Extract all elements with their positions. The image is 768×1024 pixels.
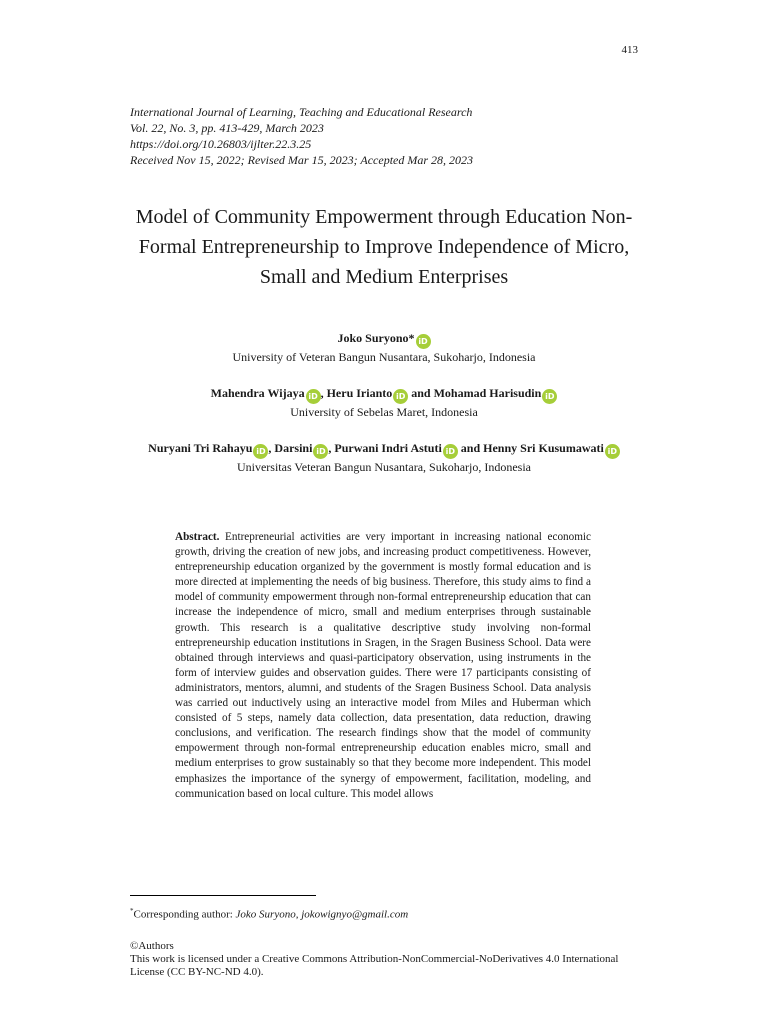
- author-name: Mohamad Harisudin: [433, 386, 542, 400]
- author-name: Purwani Indri Astuti: [334, 441, 442, 455]
- journal-volume: Vol. 22, No. 3, pp. 413-429, March 2023: [130, 121, 324, 135]
- author-separator: and: [408, 386, 434, 400]
- author-separator: ,: [268, 441, 275, 455]
- orcid-icon[interactable]: iD: [306, 389, 321, 404]
- author-group-2: [130, 385, 638, 420]
- paper-title: Model of Community Empowerment through Education Non-Formal Entrepreneurship to Improve Independence of Micro, Small and Medium Enterprises: [135, 206, 633, 288]
- author-group-1: [130, 330, 638, 365]
- footnote-mark: *: [130, 907, 134, 915]
- corresponding-author: Joko Suryono, jokowignyo@gmail.com: [235, 908, 409, 921]
- author-name: Henny Sri Kusumawati: [483, 441, 604, 455]
- authors-line-1: [130, 330, 638, 349]
- orcid-icon[interactable]: iD: [393, 389, 408, 404]
- orcid-icon[interactable]: iD: [605, 444, 620, 459]
- author-separator: ,: [328, 441, 335, 455]
- orcid-icon[interactable]: iD: [443, 444, 458, 459]
- author-name: Nuryani Tri Rahayu: [148, 441, 253, 455]
- author-separator: and: [457, 441, 484, 455]
- abstract: [175, 530, 591, 802]
- journal-name: International Journal of Learning, Teaching and Educational Research: [130, 105, 473, 119]
- authors-line-2: [130, 385, 638, 404]
- author-name: Darsini: [274, 441, 313, 455]
- abstract-label: Abstract.: [175, 531, 220, 543]
- author-name: Joko Suryono*: [337, 331, 415, 345]
- journal-dates: Received Nov 15, 2022; Revised Mar 15, 2023; Accepted Mar 28, 2023: [130, 153, 474, 167]
- page-number: 413: [621, 44, 638, 56]
- license-text: This work is licensed under a Creative Commons Attribution-NonCommercial-NoDerivatives 4.0 International License (CC BY-NC-ND 4.0).: [130, 953, 619, 978]
- license-block: [130, 940, 650, 979]
- orcid-icon[interactable]: iD: [313, 444, 328, 459]
- footnote-label: Corresponding author:: [133, 908, 233, 921]
- affiliation-3: Universitas Veteran Bangun Nusantara, Sukoharjo, Indonesia: [236, 460, 532, 474]
- orcid-icon[interactable]: iD: [542, 389, 557, 404]
- copyright: ©Authors: [130, 940, 174, 952]
- journal-doi[interactable]: https://doi.org/10.26803/ijlter.22.3.25: [130, 137, 312, 151]
- affiliation-2: University of Sebelas Maret, Indonesia: [290, 405, 478, 419]
- author-name: Heru Irianto: [326, 386, 393, 400]
- author-group-3: [130, 440, 638, 475]
- author-name: Mahendra Wijaya: [210, 386, 305, 400]
- footnote-divider: [130, 895, 316, 896]
- journal-info: [130, 104, 650, 168]
- footnote: [130, 904, 650, 922]
- abstract-text: Entrepreneurial activities are very important in increasing national economic growth, driving the creation of new jobs, and increasing product competitiveness. However, entrepreneurship education organized by the government is mostly formal education and is more directed at implementing the needs of big business. Therefore, this study aims to find a model of community empowerment through non-formal entrepreneurship education that can increase the independence of micro, small and medium enterprises through sustainable growth. This research is a qualitative descriptive study involving non-formal entrepreneurship education institutions in Sragen, in the Sragen Business School. Data were obtained through interviews and quasi-participatory observation, using instruments in the form of interview guides and observation guides. There were 17 participants consisting of administrators, mentors, alumni, and students of the Sragen Business School. Data analysis was carried out inductively using an interactive model from Miles and Huberman which consisted of 5 steps, namely data collection, data presentation, data reduction, drawing conclusions, and verification. The research findings show that the model of community empowerment through non-formal entrepreneurship education enables micro, small and medium enterprises to grow sustainably so that they become more independent. This model emphasizes the importance of the synergy of empowerment, facilitation, modeling, and communication based on local culture. This model allows: [175, 531, 592, 800]
- affiliation-1: University of Veteran Bangun Nusantara, Sukoharjo, Indonesia: [232, 350, 536, 364]
- orcid-icon[interactable]: iD: [253, 444, 268, 459]
- authors-line-3: [130, 440, 638, 459]
- orcid-icon[interactable]: iD: [416, 334, 431, 349]
- author-separator: ,: [320, 386, 327, 400]
